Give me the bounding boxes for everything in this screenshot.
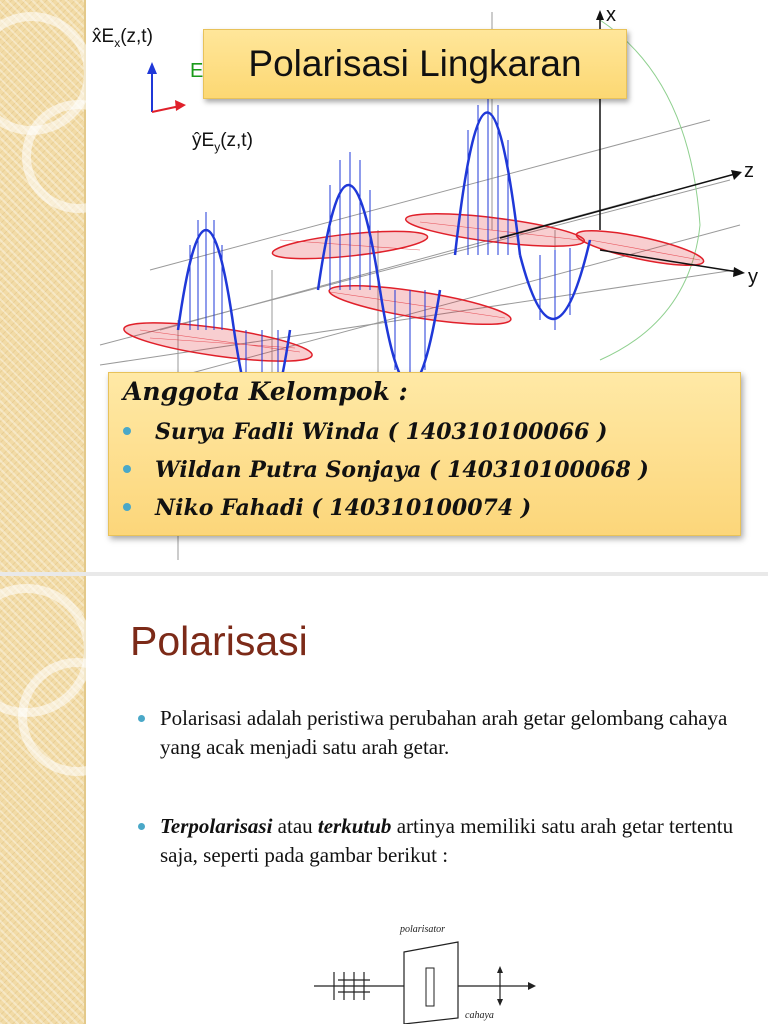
member-name: Niko Fahadi ( 140310100074 ) — [155, 495, 532, 521]
definition-text: Polarisasi adalah peristiwa perubahan arah getar gelombang cahaya yang acak menjadi satu arah getar. — [160, 706, 728, 759]
ex-field-label — [92, 26, 153, 50]
x-axis-label: x — [606, 4, 616, 26]
slide-polarisasi — [0, 576, 768, 1024]
explanation-text: artinya memiliki satu arah getar tertentu saja, seperti pada gambar berikut : — [160, 814, 734, 867]
decorative-ring — [18, 658, 136, 776]
member-item — [123, 419, 607, 445]
title-box — [203, 29, 627, 99]
y-axis-label: y — [748, 266, 758, 288]
ey-argument: (z,t) — [220, 130, 253, 151]
ex-subscript: x — [114, 35, 121, 50]
connector-text: atau — [272, 814, 318, 838]
ex-argument: (z,t) — [120, 26, 153, 47]
members-heading: Anggota Kelompok : — [123, 377, 408, 406]
terpolarisasi-text — [160, 812, 738, 870]
ex-symbol: x̂E — [92, 26, 115, 47]
figure-label-top: polarisator — [400, 924, 446, 935]
bullet-icon — [138, 823, 145, 830]
e-field-label: E — [190, 60, 204, 82]
ey-field-label — [192, 130, 253, 154]
bullet-icon — [123, 503, 131, 511]
section-title: Polarisasi — [130, 618, 308, 664]
member-name: Surya Fadli Winda ( 140310100066 ) — [155, 419, 608, 445]
ey-subscript: y — [214, 139, 221, 154]
member-item — [123, 495, 531, 521]
slide-title: Polarisasi Lingkaran — [248, 43, 582, 84]
ey-symbol: ŷE — [192, 130, 215, 151]
polarizer-figure — [300, 922, 540, 1024]
bullet-paragraph — [138, 704, 738, 762]
member-item — [123, 457, 649, 483]
term-terkutub: terkutub — [317, 814, 392, 838]
term-terpolarisasi: Terpolarisasi — [160, 814, 273, 838]
bullet-icon — [123, 465, 131, 473]
bullet-icon — [138, 715, 145, 722]
bullet-paragraph — [138, 812, 738, 870]
bullet-icon — [123, 427, 131, 435]
z-axis-label: z — [744, 160, 754, 182]
member-name: Wildan Putra Sonjaya ( 140310100068 ) — [155, 457, 649, 483]
group-members-box — [108, 372, 741, 536]
figure-label-bottom: cahaya — [465, 1010, 494, 1021]
